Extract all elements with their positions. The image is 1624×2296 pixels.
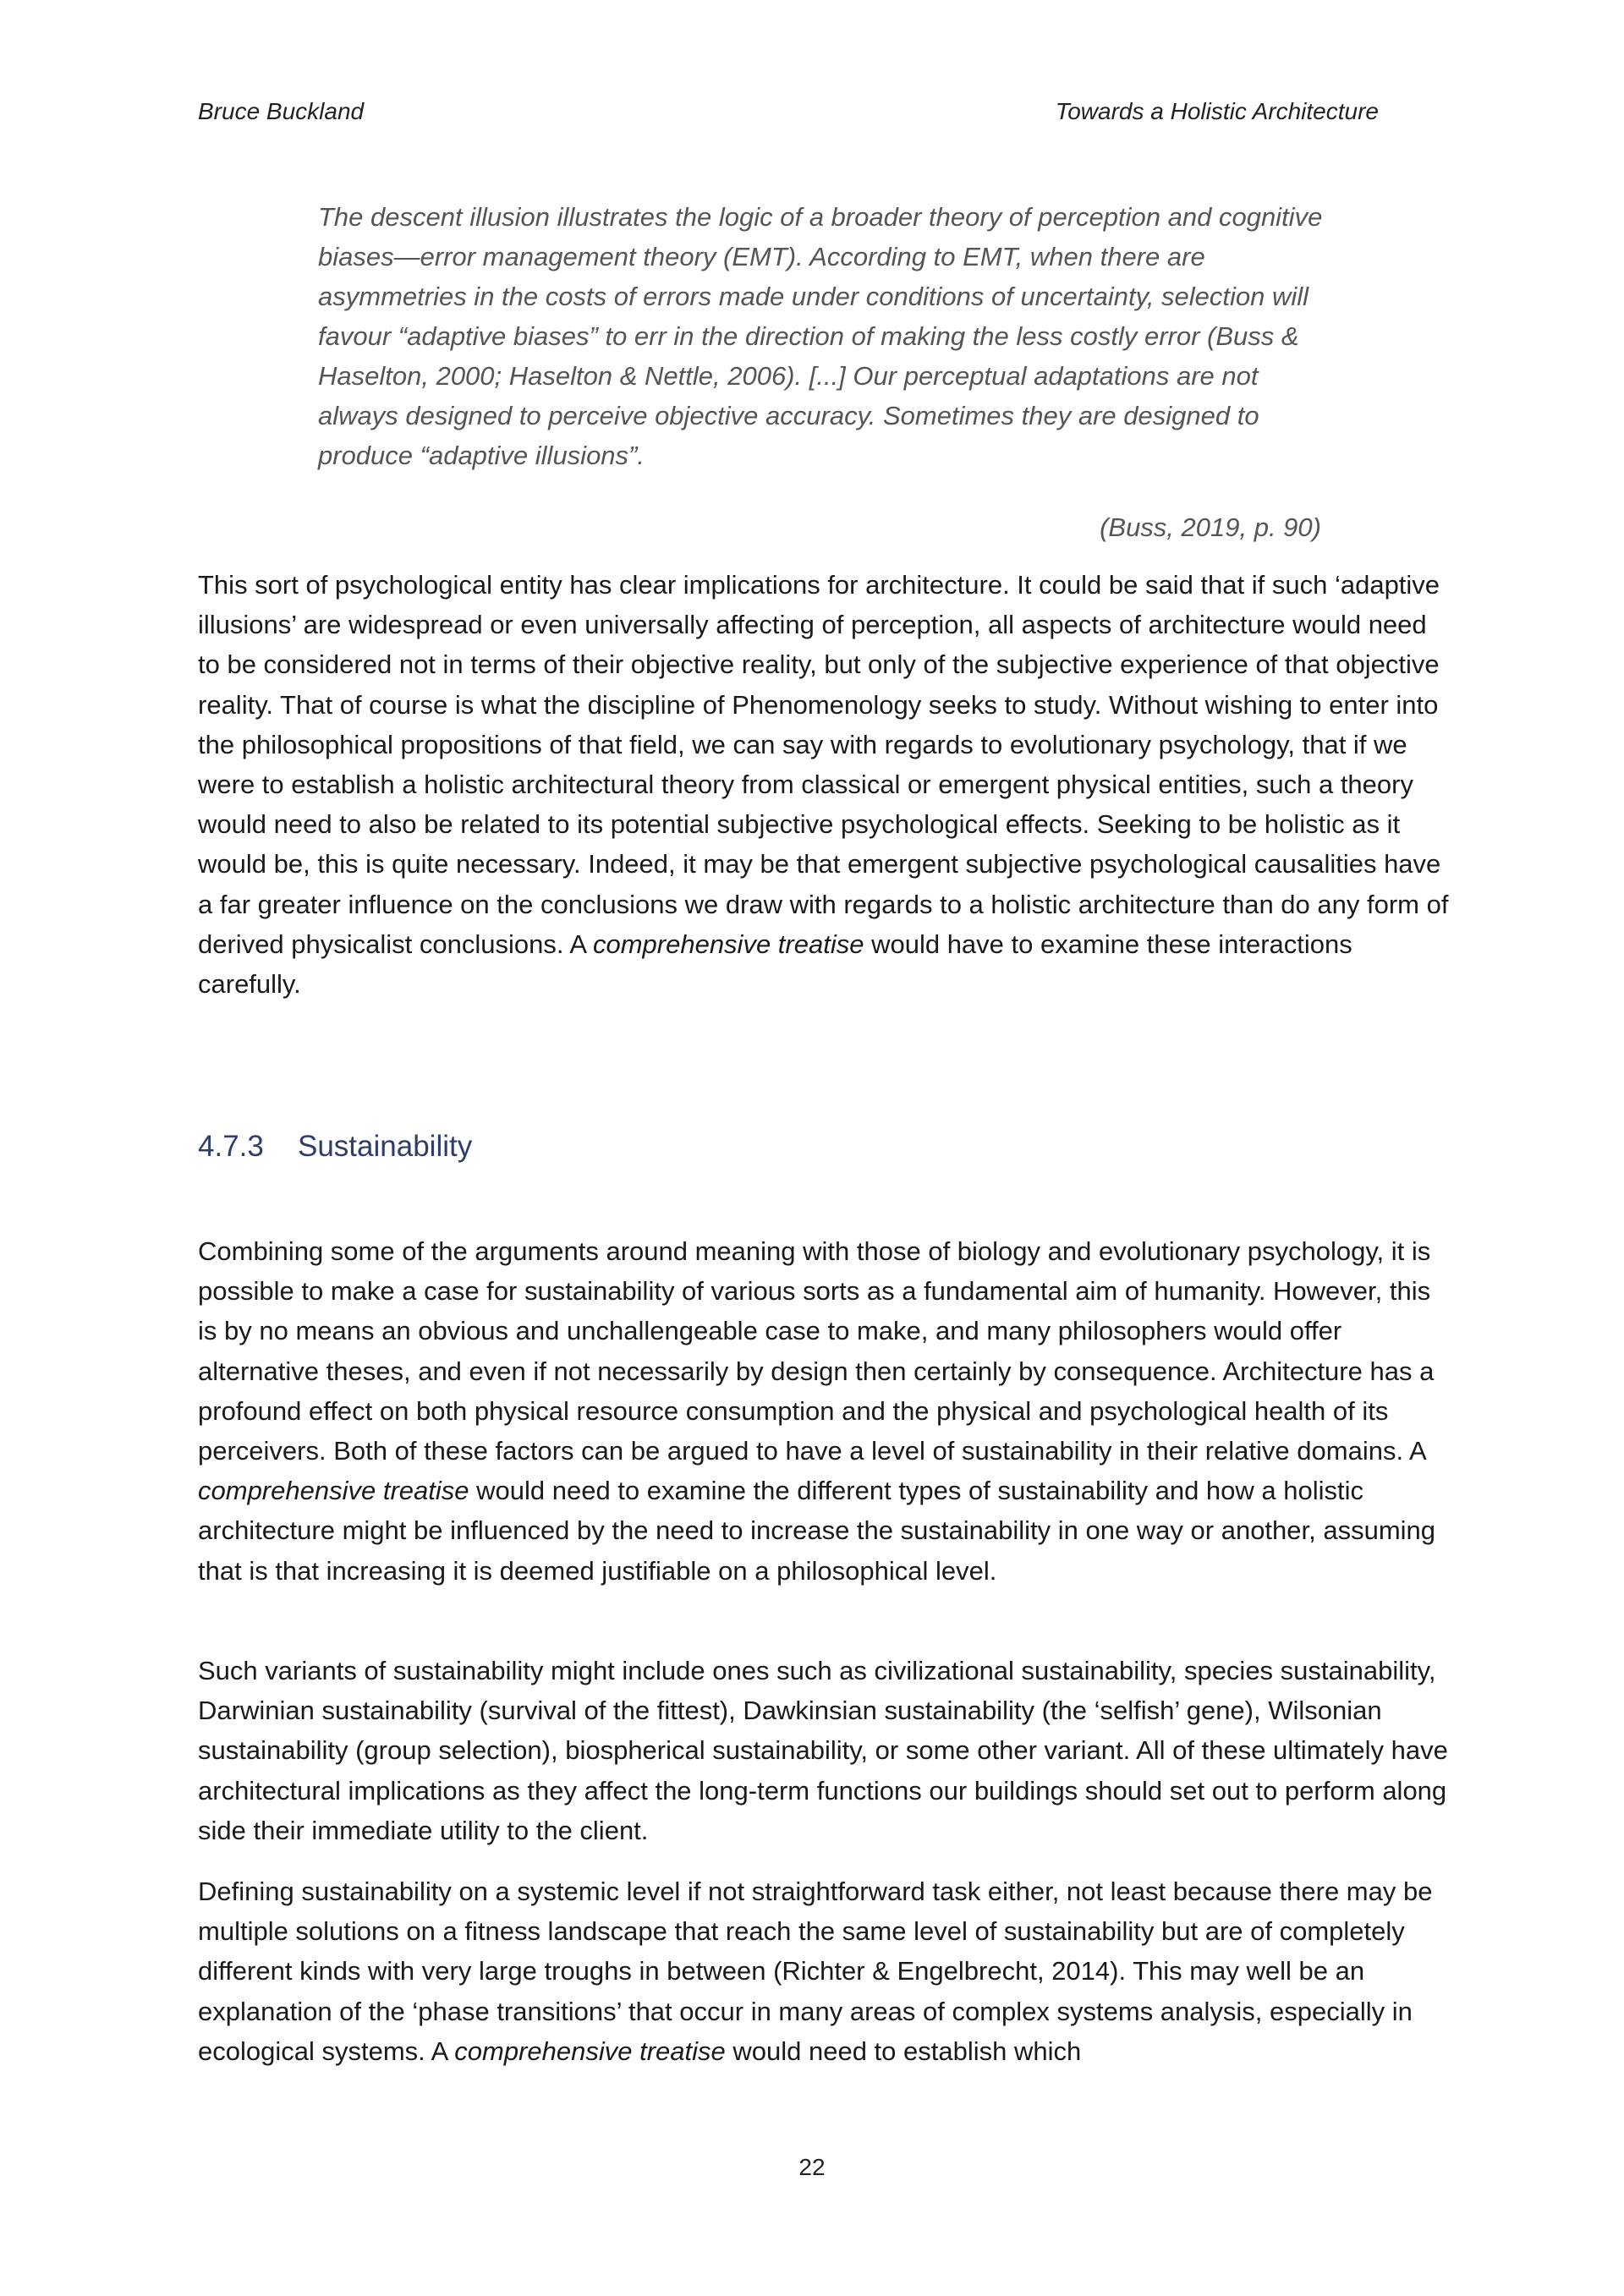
paragraph-text: Such variants of sustainability might include ones such as civilizational sustainability, species sustainability, Darwinian sustainability (survival of the fittest), Dawkinsian sustainability (the ‘selfish’ gene), Wilsonian sustainability (group selection), biospherical sustainability, or some other variant. All of these ultimately have architectural implications as they affect the long-term functions our buildings should set out to perform along side their immediate utility to the client. <box>198 1656 1448 1845</box>
quote-citation: (Buss, 2019, p. 90) <box>1100 512 1321 542</box>
paragraph-text: would need to establish which <box>725 2036 1082 2066</box>
paragraph-text: Combining some of the arguments around meaning with those of biology and evolutionary psychology, it is possible to make a case for sustainability of various sorts as a fundamental aim of humanity. However, this is by no means an obvious and unchallengeable case to make, and many philosophers would offer alternative theses, and even if not necessarily by design then certainly by consequence. Architecture has a profound effect on both physical resource consumption and the physical and psychological health of its perceivers. Both of these factors can be argued to have a level of sustainability in their relative domains. A <box>198 1236 1435 1466</box>
header-author: Bruce Buckland <box>198 98 365 124</box>
paragraph-text: This sort of psychological entity has clear implications for architecture. It could be said that if such ‘adaptive illusions’ are widespread or even universally affecting of perception, all aspects of architecture would need to be considered not in terms of their objective reality, but only of the subjective experience of that objective reality. That of course is what the discipline of Phenomenology seeks to study. Without wishing to enter into the philosophical propositions of that field, we can say with regards to evolutionary psychology, that if we were to establish a holistic architectural theory from classical or emergent physical entities, such a theory would need to also be related to its potential subjective psychological effects. Seeking to be holistic as it would be, this is quite necessary. Indeed, it may be that emergent subjective psychological causalities have a far greater influence on the conclusions we draw with regards to a holistic architecture than do any form of derived physicalist conclusions. A <box>198 570 1449 959</box>
section-title: Sustainability <box>298 1130 473 1163</box>
paragraph-text: would have to examine these interactions carefully. <box>198 929 1352 1000</box>
block-quote-text: The descent illusion illustrates the logic of a broader theory of perception and cognitive biases—error management theory (EMT). According to EMT, when there are asymmetries in the costs of errors made under conditions of uncertainty, selection will favour “adaptive biases” to err in the direction of making the less costly error (Buss & Haselton, 2000; Haselton & Nettle, 2006). [...] Our perceptual adaptations are not always designed to perceive objective accuracy. Sometimes they are designed to produce “adaptive illusions”. <box>318 202 1323 470</box>
section-number: 4.7.3 <box>198 1130 264 1163</box>
emphasis-text: comprehensive treatise <box>198 1476 469 1506</box>
paragraph-text: would need to examine the different types of sustainability and how a holistic architecture might be influenced by the need to increase the sustainability in one way or another, assuming that is that increasing it is deemed justifiable on a philosophical level. <box>198 1476 1436 1586</box>
emphasis-text: comprehensive treatise <box>592 929 864 959</box>
section-heading <box>198 1130 472 1164</box>
block-quote <box>318 197 1333 475</box>
body-paragraph-2 <box>198 1231 1450 1591</box>
body-paragraph-3 <box>198 1651 1450 1850</box>
paragraph-text: Defining sustainability on a systemic level if not straightforward task either, not least because there may be multiple solutions on a fitness landscape that reach the same level of sustainability but are of completely different kinds with very large troughs in between (Richter & Engelbrecht, 2014). This may well be an explanation of the ‘phase transitions’ that occur in many areas of complex systems analysis, especially in ecological systems. A <box>198 1877 1433 2066</box>
emphasis-text: comprehensive treatise <box>454 2036 726 2066</box>
body-paragraph-4 <box>198 1871 1450 2071</box>
body-paragraph-1 <box>198 565 1450 1004</box>
page-number: 22 <box>798 2154 826 2180</box>
header-document-title: Towards a Holistic Architecture <box>1055 98 1379 124</box>
